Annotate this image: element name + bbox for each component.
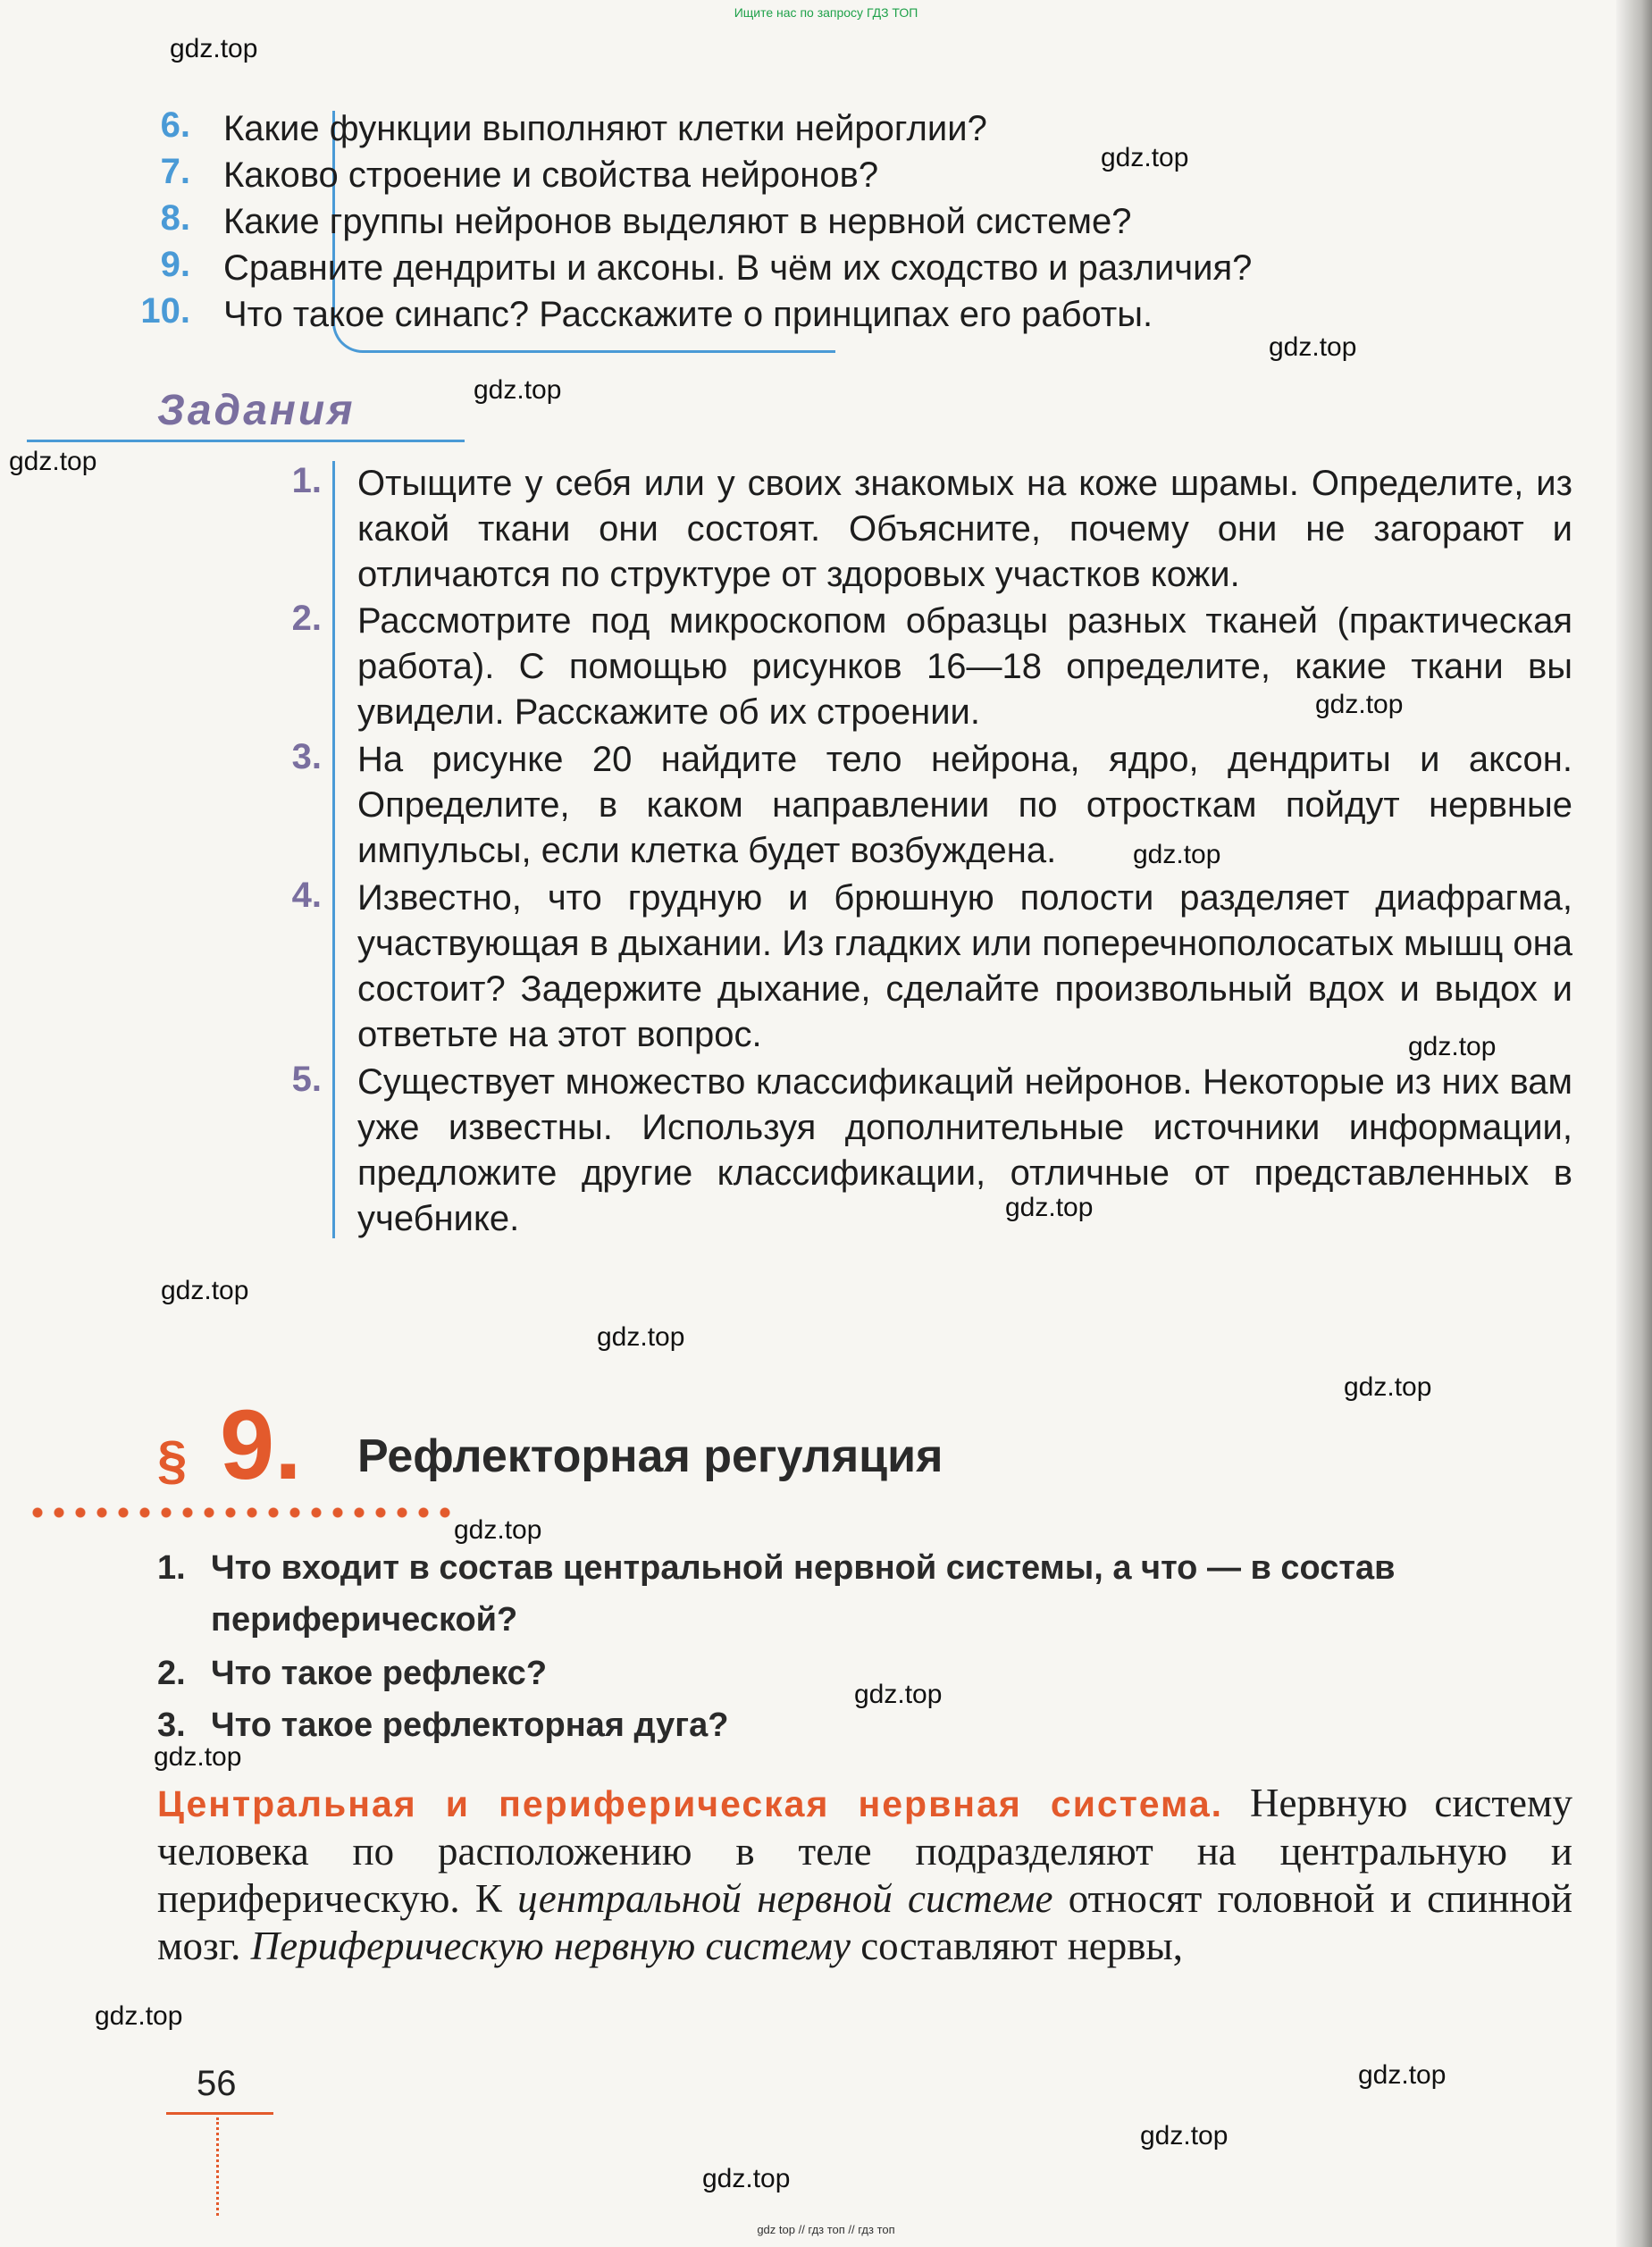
watermark: gdz.top bbox=[9, 447, 97, 476]
body-text-part: составляют нервы, bbox=[850, 1924, 1183, 1968]
task-text: Существует множество классификаций нейронов. Некоторые из них вам уже известны. Используя дополнительные источники информации, предложите другие классификации, отличные от представленных в учебнике. bbox=[357, 1062, 1572, 1238]
question-text: Какие группы нейронов выделяют в нервной системе? bbox=[223, 202, 1132, 241]
question-text: Сравните дендриты и аксоны. В чём их сходство и различия? bbox=[223, 248, 1253, 288]
task-item bbox=[291, 461, 1572, 598]
tasks-heading: Задания bbox=[157, 387, 356, 434]
review-questions bbox=[140, 105, 1564, 338]
pre-question-number: 1. bbox=[157, 1549, 186, 1587]
question-number: 10. bbox=[140, 291, 190, 331]
body-paragraph bbox=[157, 1780, 1572, 1970]
task-number: 3. bbox=[291, 737, 322, 776]
watermark: gdz.top bbox=[597, 1322, 685, 1352]
page-edge-shadow bbox=[1616, 0, 1652, 2247]
paragraph-lead: Центральная и периферическая нервная система. bbox=[157, 1783, 1224, 1824]
section-dotted-rule bbox=[27, 1506, 454, 1519]
question-item bbox=[160, 245, 1564, 291]
section-title: Рефлекторная регуляция bbox=[357, 1430, 943, 1482]
pre-question-number: 2. bbox=[157, 1655, 186, 1692]
body-text-part: относят головной и спинной мозг. bbox=[157, 1876, 1572, 1968]
pre-question-number: 3. bbox=[157, 1706, 186, 1744]
watermark: gdz.top bbox=[1133, 840, 1221, 869]
page-number: 56 bbox=[197, 2064, 237, 2103]
task-text: На рисунке 20 найдите тело нейрона, ядро, дендриты и аксон. Определите, в каком направлении по отросткам пойдут нервные импульсы, если клетка будет возбуждена. bbox=[357, 740, 1572, 870]
task-number: 2. bbox=[291, 599, 322, 638]
task-text: Известно, что грудную и брюшную полости разделяет диафрагма, участвующая в дыхании. Из гладких или поперечнополосатых мышц она состоит? Задержите дыхание, сделайте произвольный вдох и выдох и ответьте на этот вопрос. bbox=[357, 878, 1572, 1054]
watermark: gdz.top bbox=[454, 1515, 542, 1545]
page-number-underline bbox=[166, 2112, 273, 2115]
watermark: gdz.top bbox=[1315, 690, 1404, 719]
task-number: 4. bbox=[291, 876, 322, 915]
watermark: gdz.top bbox=[95, 2001, 183, 2031]
header-note: Ищите нас по запросу ГДЗ ТОП bbox=[734, 5, 918, 20]
question-item bbox=[160, 105, 1564, 152]
task-text: Отыщите у себя или у своих знакомых на коже шрамы. Определите, из какой ткани они состоят. Объясните, почему они не загорают и отличаются по структуре от здоровых участков кожи. bbox=[357, 464, 1572, 594]
page-dotted-line bbox=[216, 2117, 221, 2216]
pre-question bbox=[157, 1648, 1587, 1699]
watermark: gdz.top bbox=[1269, 332, 1357, 362]
question-text: Каково строение и свойства нейронов? bbox=[223, 155, 879, 195]
watermark: gdz.top bbox=[154, 1742, 242, 1772]
question-item bbox=[140, 291, 1564, 338]
watermark: gdz.top bbox=[474, 375, 562, 405]
question-text: Что такое синапс? Расскажите о принципах его работы. bbox=[223, 295, 1153, 334]
question-item bbox=[160, 152, 1564, 198]
watermark: gdz.top bbox=[1101, 143, 1189, 172]
watermark: gdz.top bbox=[1344, 1372, 1432, 1402]
watermark: gdz.top bbox=[854, 1680, 943, 1709]
watermark: gdz.top bbox=[1005, 1193, 1094, 1222]
pre-question-text: Что такое рефлекс? bbox=[211, 1655, 548, 1692]
task-number: 1. bbox=[291, 461, 322, 500]
footer-note: gdz top // гдз топ // гдз топ bbox=[757, 2223, 895, 2236]
body-text-part: Нервную систему человека по расположению в теле подразделяют на центральную и периферическую. К bbox=[157, 1781, 1573, 1921]
task-text: Рассмотрите под микроскопом образцы разных тканей (практическая работа). С помощью рисунков 16—18 определите, какие ткани вы увидели. Расскажите об их строении. bbox=[357, 601, 1572, 732]
watermark: gdz.top bbox=[1408, 1032, 1497, 1061]
body-emphasis: Периферическую нервную систему bbox=[250, 1924, 851, 1968]
task-item bbox=[291, 1060, 1572, 1242]
question-number: 8. bbox=[160, 198, 190, 238]
tasks-bracket bbox=[332, 461, 335, 1238]
task-item bbox=[291, 876, 1572, 1058]
question-item bbox=[160, 198, 1564, 245]
watermark: gdz.top bbox=[1140, 2121, 1229, 2151]
question-number: 6. bbox=[160, 105, 190, 145]
question-number: 7. bbox=[160, 152, 190, 191]
task-item bbox=[291, 737, 1572, 874]
pre-question-text: Что такое рефлекторная дуга? bbox=[211, 1706, 729, 1744]
task-item bbox=[291, 599, 1572, 735]
watermark: gdz.top bbox=[702, 2164, 791, 2193]
watermark: gdz.top bbox=[161, 1276, 249, 1305]
task-number: 5. bbox=[291, 1060, 322, 1099]
pre-question-text: Что входит в состав центральной нервной системы, а что — в состав периферической? bbox=[211, 1549, 1396, 1639]
question-text: Какие функции выполняют клетки нейроглии? bbox=[223, 109, 987, 148]
pre-question bbox=[157, 1542, 1587, 1646]
watermark: gdz.top bbox=[1358, 2060, 1447, 2090]
pre-question bbox=[157, 1699, 1587, 1751]
body-emphasis: центральной нервной системе bbox=[517, 1876, 1053, 1921]
section-symbol: § bbox=[157, 1430, 188, 1490]
section-number: 9. bbox=[220, 1390, 302, 1500]
question-number: 9. bbox=[160, 245, 190, 284]
watermark: gdz.top bbox=[170, 34, 258, 63]
tasks-heading-underline bbox=[27, 440, 465, 442]
